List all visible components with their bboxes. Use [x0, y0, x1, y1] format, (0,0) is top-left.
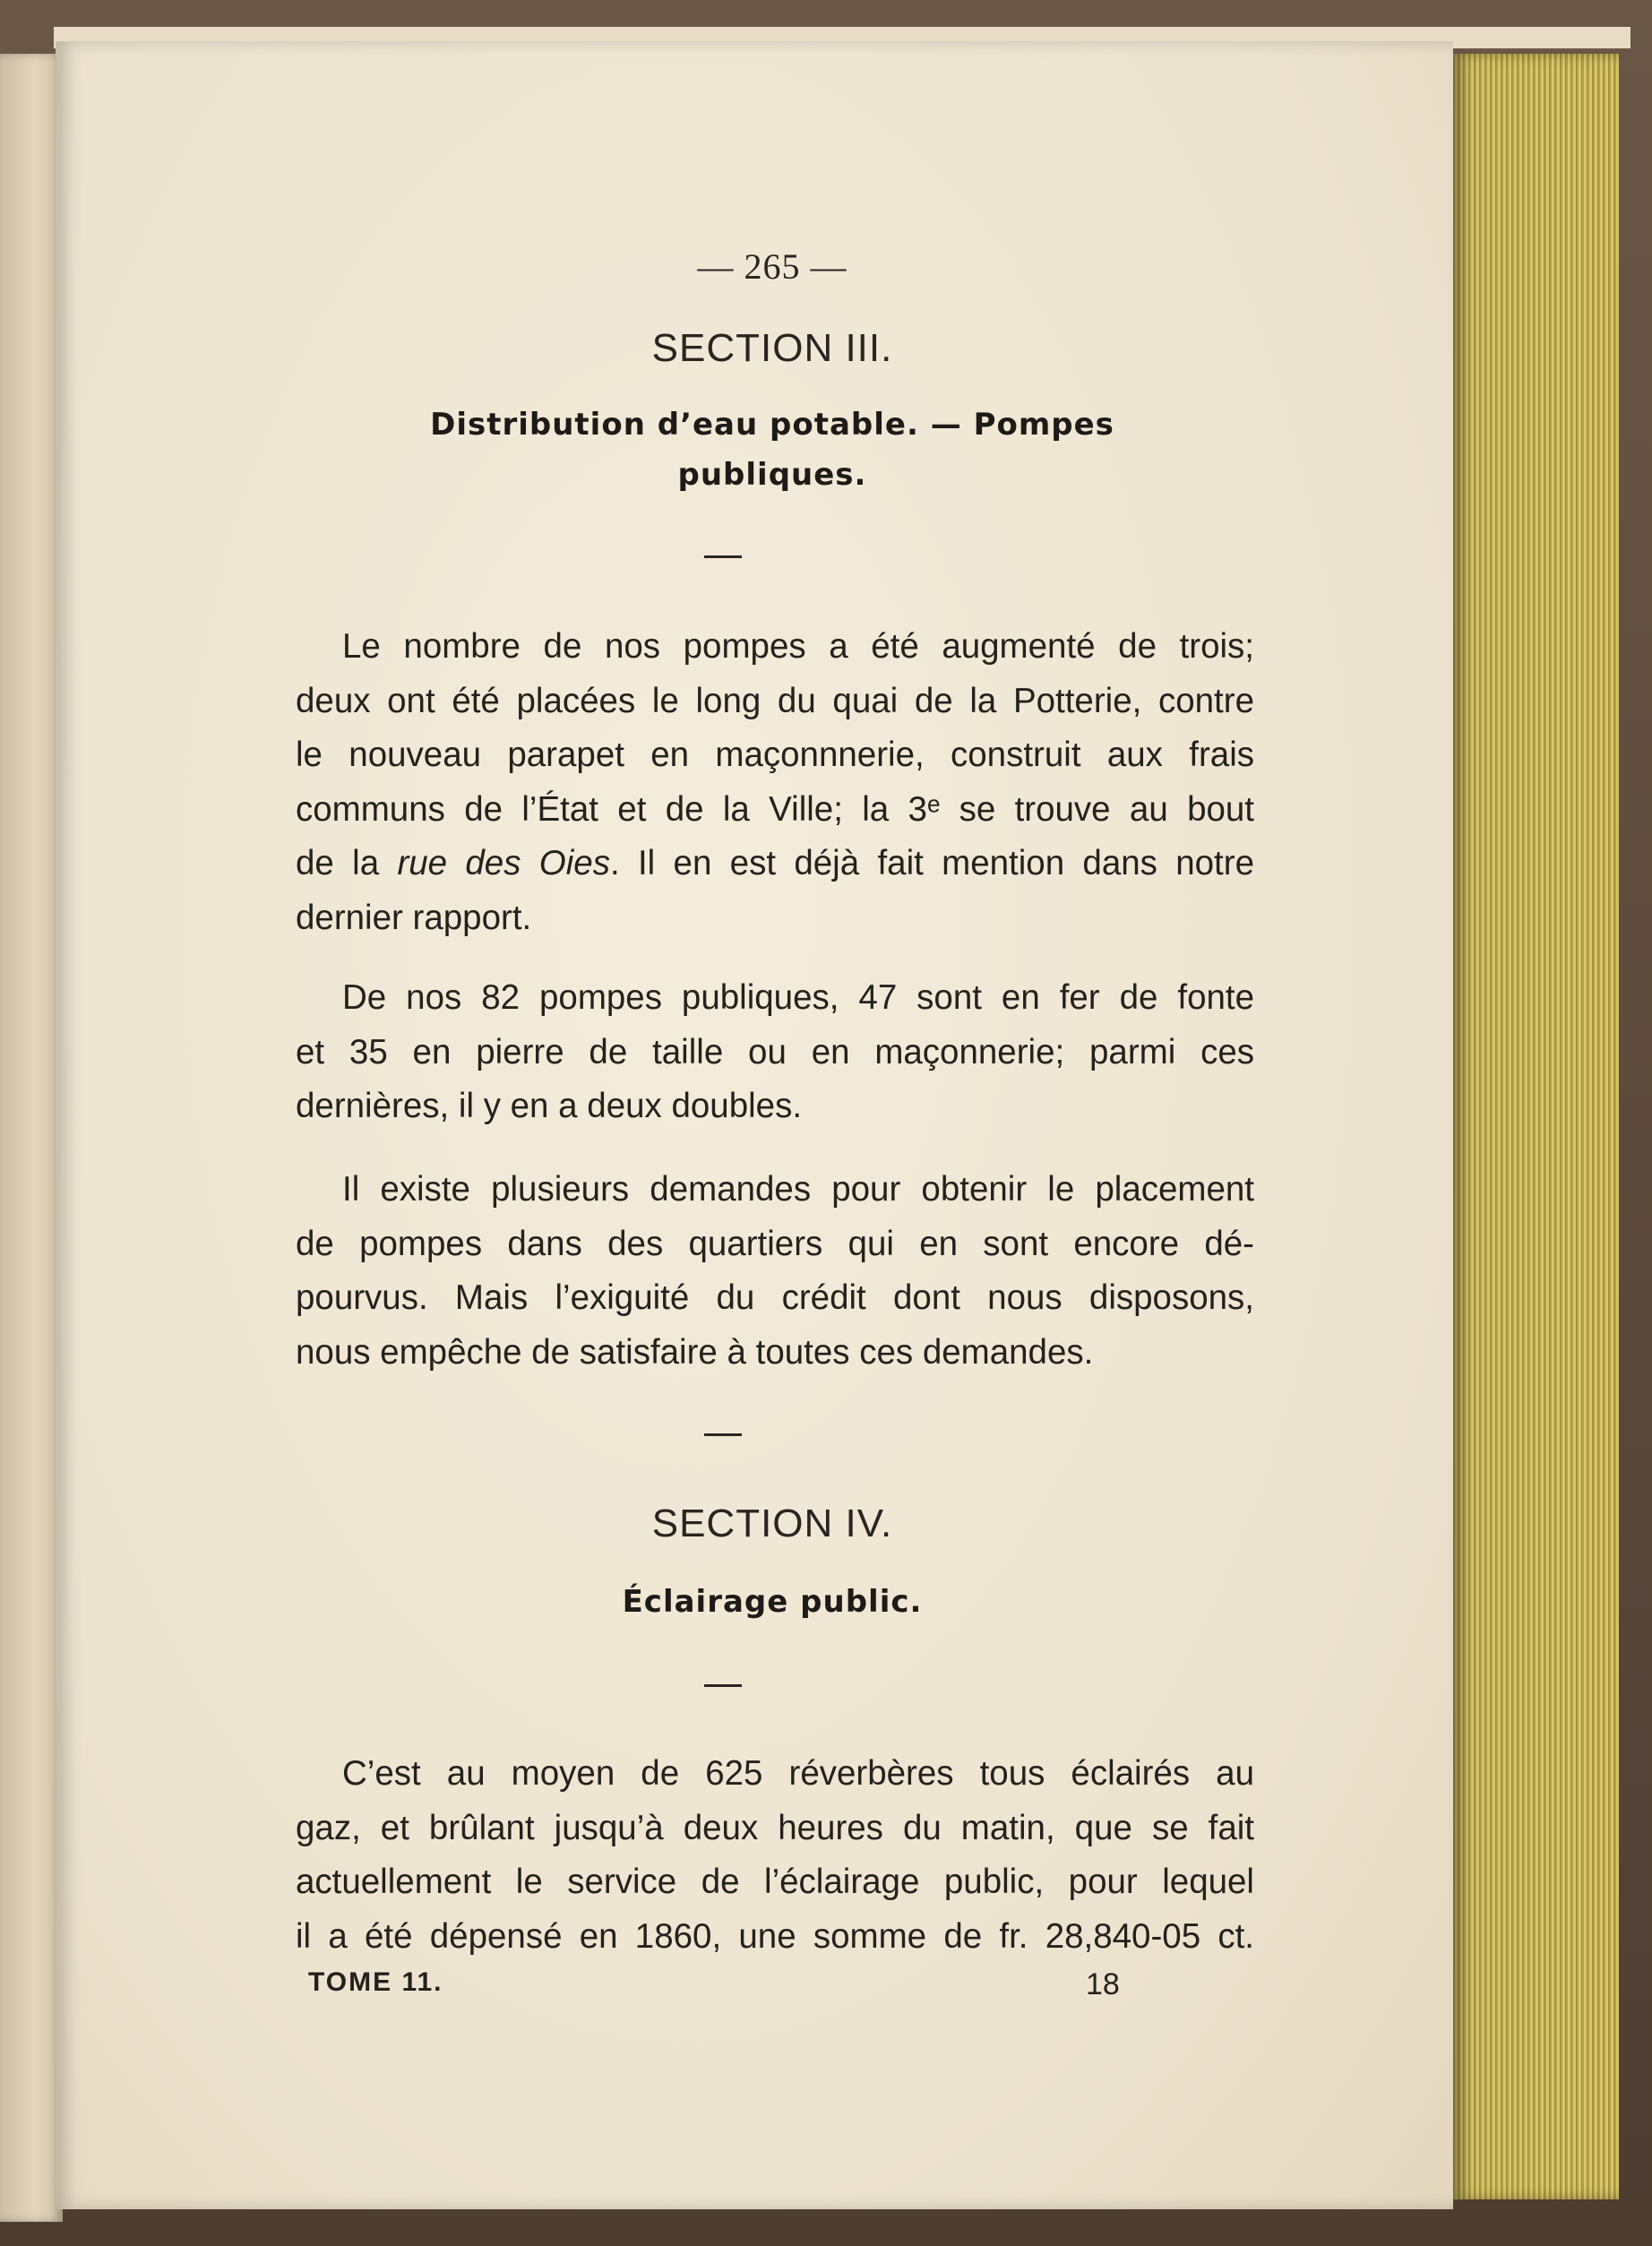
text-segment: de la: [296, 844, 380, 882]
section-iii-subtitle-line2: publiques.: [677, 457, 867, 493]
gilt-page-edges: [1453, 54, 1619, 2199]
text-line: il a été dépensé en 1860, une somme de fr. 28,840-05 ct.: [296, 1916, 1254, 1956]
section-divider: [704, 555, 742, 558]
text-line: deux ont été placées le long du quai de la Potterie, contre: [296, 681, 1254, 720]
text-line: de pompes dans des quartiers qui en sont encore dé-: [296, 1224, 1254, 1263]
text-line: C’est au moyen de 625 réverbères tous éclairés au: [342, 1754, 1254, 1793]
text-segment: . Il en est déjà fait mention dans notre: [609, 844, 1254, 882]
section-iv-subtitle: Éclairage public.: [622, 1584, 923, 1620]
text-line: dernières, il y en a deux doubles.: [296, 1087, 803, 1125]
text-line: Le nombre de nos pompes a été augmenté de trois;: [342, 627, 1254, 666]
text-line: actuellement le service de l’éclairage public, pour lequel: [296, 1863, 1254, 1901]
book-page: [56, 41, 1453, 2209]
text-line: et 35 en pierre de taille ou en maçonnerie; parmi ces: [296, 1032, 1254, 1071]
text-line: pourvus. Mais l’exiguité du crédit dont nous disposons,: [296, 1278, 1254, 1317]
text-line: nous empêche de satisfaire à toutes ces demandes.: [296, 1332, 1094, 1372]
section-divider: [704, 1433, 742, 1436]
footer-signature: 18: [1086, 1967, 1120, 2001]
facing-page-edge: [0, 54, 63, 2222]
section-iii-subtitle-line1: Distribution d’eau potable. — Pompes: [430, 407, 1114, 443]
text-line: [296, 837, 1254, 891]
page-number: — 265 —: [697, 246, 848, 287]
text-line: De nos 82 pompes publiques, 47 sont en fer de fonte: [342, 978, 1254, 1017]
footer-volume: TOME 11.: [308, 1967, 443, 1997]
text-line: dernier rapport.: [296, 898, 532, 937]
section-divider: [704, 1684, 742, 1687]
section-iv-paragraph-1: [296, 1747, 1254, 1964]
section-iii-paragraph-1: [296, 620, 1254, 945]
section-iii-paragraph-2: [296, 971, 1254, 1134]
section-iii-paragraph-3: [296, 1163, 1254, 1380]
text-line: gaz, et brûlant jusqu’à deux heures du matin, que se fait: [296, 1808, 1254, 1847]
section-iii-title: SECTION III.: [651, 326, 893, 370]
text-line: le nouveau parapet en maçonnnerie, construit aux frais: [296, 736, 1254, 774]
text-line: communs de l’État et de la Ville; la 3ᵉ se trouve au bout: [296, 789, 1254, 829]
street-name: rue des Oies: [397, 844, 610, 882]
text-line: Il existe plusieurs demandes pour obtenir le placement: [342, 1170, 1254, 1209]
section-iv-title: SECTION IV.: [651, 1502, 893, 1545]
